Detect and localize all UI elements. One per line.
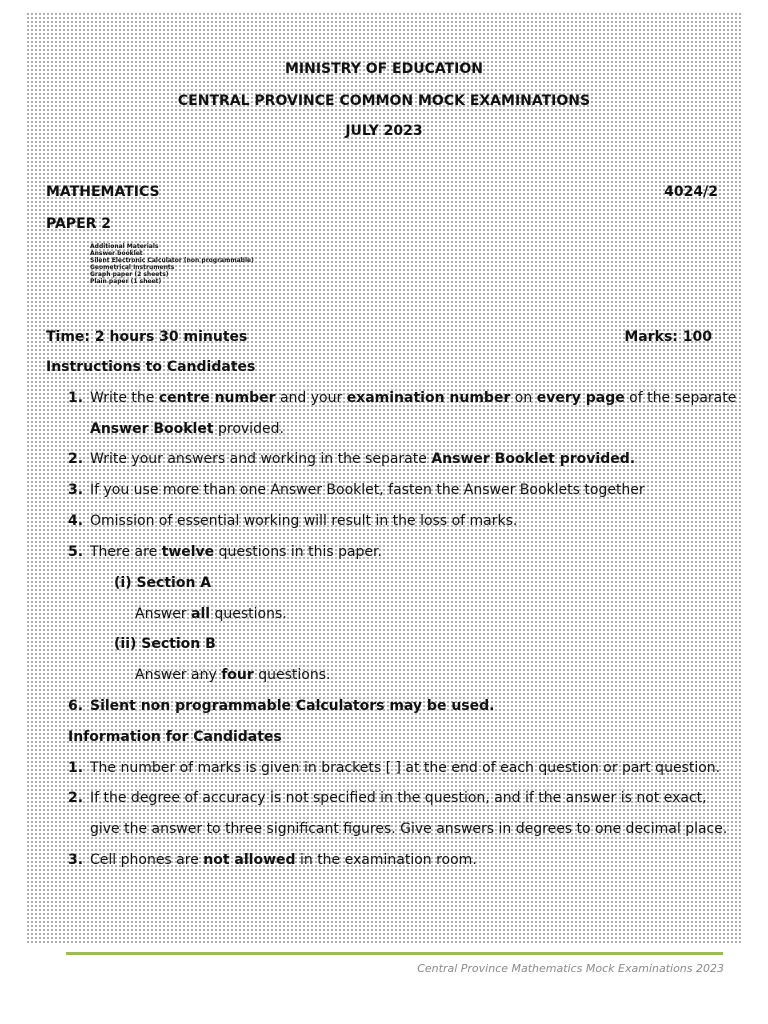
instruction-text: Write the xyxy=(90,390,159,406)
information-number: 2. xyxy=(68,790,84,806)
instruction-number: 6. xyxy=(68,698,84,714)
information-3 xyxy=(68,852,477,868)
instruction-5 xyxy=(68,544,382,560)
information-text: Cell phones are xyxy=(90,852,204,868)
material-item: Silent Electronic Calculator (non programmable) xyxy=(90,257,254,264)
exam-time: Time: 2 hours 30 minutes xyxy=(46,329,248,345)
instruction-number: 4. xyxy=(68,513,84,529)
instruction-text-bold: all xyxy=(191,606,211,622)
instruction-number: 3. xyxy=(68,482,84,498)
instruction-text-bold: every page xyxy=(536,390,625,406)
additional-materials-list xyxy=(90,243,254,285)
instruction-text: Write your answers and working in the separate xyxy=(90,451,432,467)
information-2-continued: give the answer to three significant figures. Give answers in degrees to one decimal place. xyxy=(90,821,728,837)
instruction-number: 5. xyxy=(68,544,84,560)
paper-code: 4024/2 xyxy=(664,184,718,200)
instruction-text-bold: twelve xyxy=(161,544,215,560)
information-number: 3. xyxy=(68,852,84,868)
section-a-label: (i) Section A xyxy=(114,575,212,591)
instruction-6 xyxy=(68,698,494,714)
instruction-text: provided. xyxy=(213,421,284,437)
instruction-text-bold: four xyxy=(221,667,254,683)
instruction-text: There are xyxy=(90,544,162,560)
instruction-text: questions in this paper. xyxy=(214,544,382,560)
instruction-1-continued xyxy=(90,421,284,437)
paper-number: PAPER 2 xyxy=(46,216,112,232)
footer-text: Central Province Mathematics Mock Examinations 2023 xyxy=(417,962,724,975)
instruction-text: of the separate xyxy=(624,390,737,406)
information-text: in the examination room. xyxy=(295,852,477,868)
instruction-text: questions. xyxy=(253,667,331,683)
instruction-text-bold: centre number xyxy=(158,390,276,406)
exam-heading: CENTRAL PROVINCE COMMON MOCK EXAMINATIONS xyxy=(177,93,591,109)
instruction-3 xyxy=(68,482,645,498)
information-text: If the degree of accuracy is not specified in the question, and if the answer is not exact, xyxy=(90,790,707,806)
instruction-text: and your xyxy=(275,390,347,406)
exam-marks: Marks: 100 xyxy=(624,329,712,345)
ministry-heading: MINISTRY OF EDUCATION xyxy=(284,61,484,77)
instruction-text-bold: examination number xyxy=(346,390,511,406)
footer-divider xyxy=(66,952,723,955)
instruction-1 xyxy=(68,390,736,406)
material-item: Graph paper (2 sheets) xyxy=(90,271,169,278)
instruction-text: on xyxy=(510,390,537,406)
section-b-instruction xyxy=(135,667,330,683)
material-item: Answer booklet xyxy=(90,250,143,257)
information-2 xyxy=(68,790,707,806)
instruction-number: 1. xyxy=(68,390,84,406)
section-b-label: (ii) Section B xyxy=(114,636,216,652)
section-a-instruction xyxy=(135,606,287,622)
instruction-text: Answer xyxy=(135,606,192,622)
instruction-text-bold: Silent non programmable Calculators may be used. xyxy=(90,698,495,714)
instruction-2 xyxy=(68,451,635,467)
instruction-text: Omission of essential working will result in the loss of marks. xyxy=(90,513,518,529)
information-text-bold: not allowed xyxy=(203,852,296,868)
subject-title: MATHEMATICS xyxy=(46,184,160,200)
information-1 xyxy=(68,760,720,776)
information-number: 1. xyxy=(68,760,84,776)
instruction-text-bold: Answer Booklet provided. xyxy=(431,451,636,467)
instructions-heading: Instructions to Candidates xyxy=(46,359,256,375)
date-heading: JULY 2023 xyxy=(345,123,423,139)
information-heading: Information for Candidates xyxy=(68,729,282,745)
instruction-number: 2. xyxy=(68,451,84,467)
information-text: The number of marks is given in brackets [ ] at the end of each question or part question. xyxy=(90,760,721,776)
instruction-4 xyxy=(68,513,517,529)
instruction-text: questions. xyxy=(210,606,287,622)
material-item: Geometrical Instruments xyxy=(90,264,175,271)
instruction-text: Answer any xyxy=(135,667,222,683)
material-item: Additional Materials xyxy=(90,243,159,250)
material-item: Plain paper (1 sheet) xyxy=(90,278,162,285)
instruction-text-bold: Answer Booklet xyxy=(90,421,214,437)
instruction-text: If you use more than one Answer Booklet, fasten the Answer Booklets together xyxy=(90,482,645,498)
